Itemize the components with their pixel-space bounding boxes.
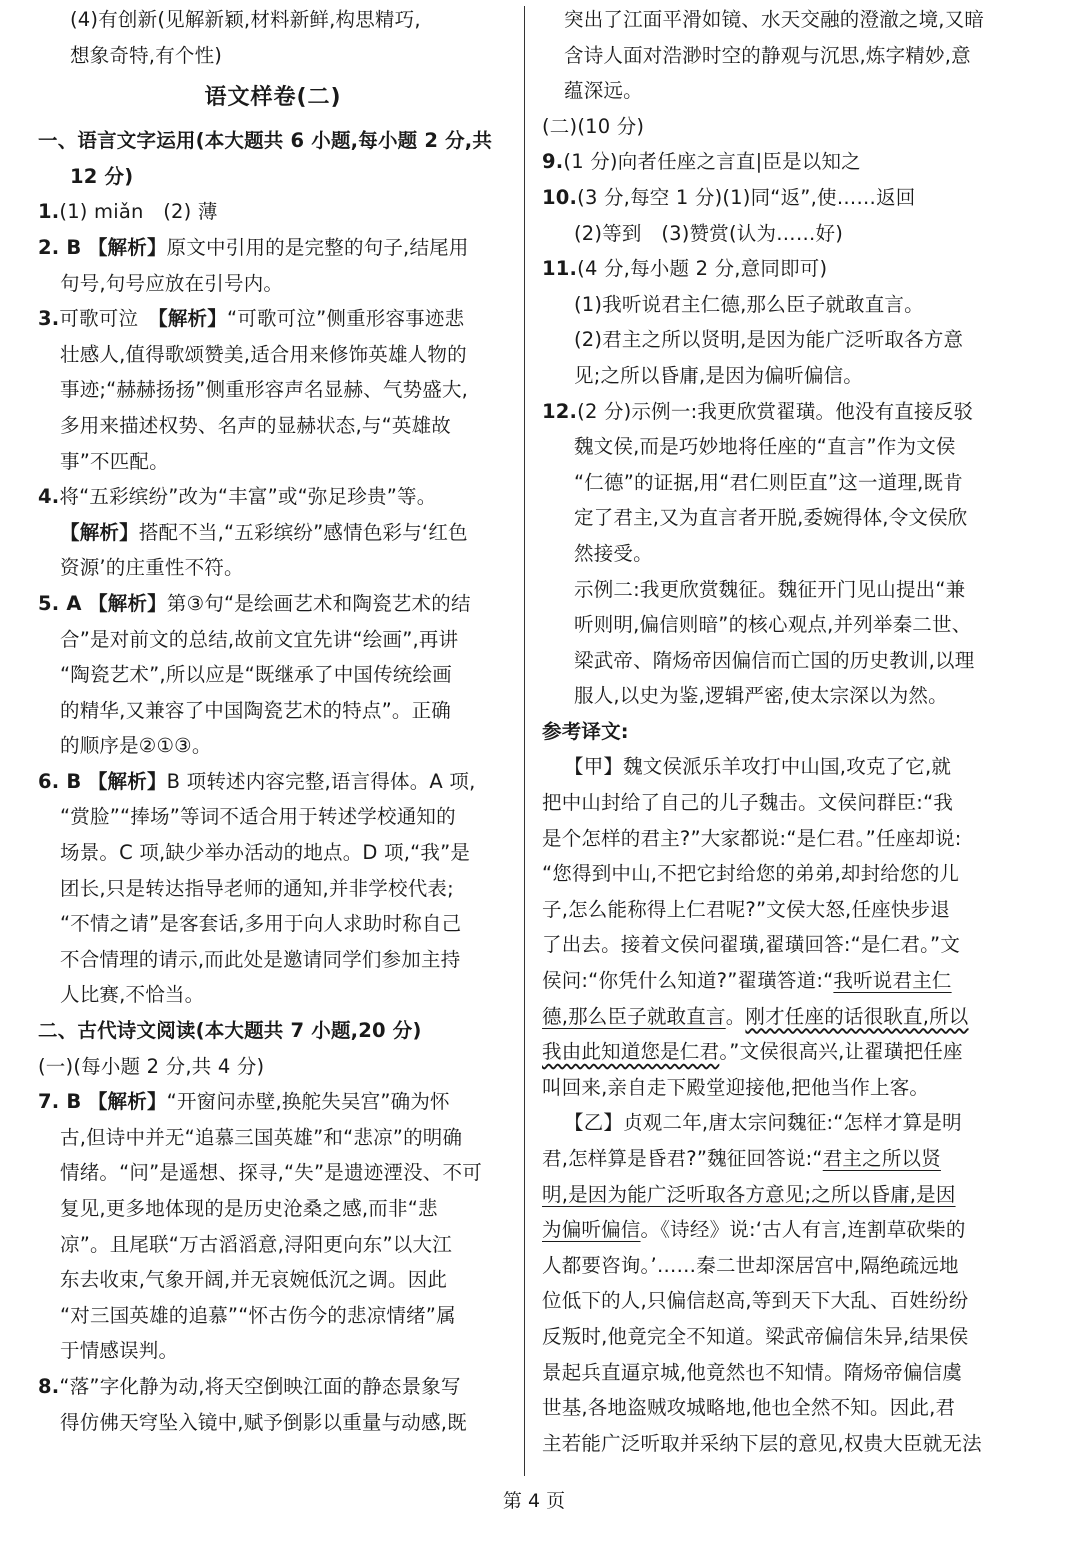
text-line: 于情感误判。 [60,1339,179,1363]
underlined-text: 为偏听偏信 [542,1218,641,1242]
left-column [38,2,508,1440]
analysis-tag: 【解析】 [157,307,227,331]
translation-line [542,1141,1022,1177]
analysis-tag: 【解析】 [87,235,167,259]
text-line: 不合情理的请示,而此处是邀请同学们参加主持 [60,947,461,971]
analysis-tag: 【解析】 [60,520,139,544]
text-line: 定了君主,又为直言者开脱,委婉得体,令文侯欣 [574,506,968,530]
question-number: 2. B [38,235,82,259]
section-heading-1: 一、语言文字运用(本大题共 6 小题,每小题 2 分,共 [38,129,493,153]
translation-line: “您得到中山,不把它封给您的弟弟,却封给您的儿 [542,862,960,886]
text-line: 的顺序是②①③。 [60,734,212,758]
translation-line: 位低下的人,只偏信赵高,等到天下大乱、百姓纷纷 [542,1289,969,1313]
translation-line: 景起兵直逼京城,他竟然也不知情。隋炀帝偏信虞 [542,1360,963,1384]
translation-line: 【乙】贞观二年,唐太宗问魏征:“怎样才算是明 [564,1111,962,1135]
plain-text: 。 [725,1004,746,1028]
plain-text: 。《诗经》说:‘古人有言,连割草砍柴的 [640,1218,966,1242]
translation-line: 把中山封给了自己的儿子魏击。文侯问群臣:“我 [542,791,954,815]
section-heading-2: 二、古代诗文阅读(本大题共 7 小题,20 分) [38,1019,422,1043]
answer-text: (1 分)向者任座之言直|臣是以知之 [563,150,861,174]
text-line: 魏文侯,而是巧妙地将任座的“直言”作为文侯 [574,435,956,459]
text-line [38,515,508,551]
question-number: 4. [38,485,60,509]
answer-text: (3 分,每空 1 分)(1)同“返”,使……返回 [577,185,916,209]
question-8 [38,1369,508,1405]
translation-line: 【甲】魏文侯派乐羊攻打中山国,攻克了它,就 [564,755,952,779]
text-line: 事迹;“赫赫扬扬”侧重形容声名显赫、气势盛大, [60,378,469,402]
text-line: 资源’的庄重性不符。 [60,556,244,580]
translation-line [542,1034,1022,1070]
answer-text: 可歌可泣 [59,307,158,331]
translation-line: 人都要咨询。’……秦二世却深居宫中,隔绝疏远地 [542,1253,959,1277]
question-number: 6. B [38,769,82,793]
text-line: 场景。C 项,缺少举办活动的地点。D 项,“我”是 [60,841,471,865]
question-5 [38,586,508,622]
translation-line: 反叛时,他竟完全不知道。梁武帝偏信朱异,结果侯 [542,1324,969,1348]
question-3 [38,301,508,337]
text-line: 服人,以史为鉴,逻辑严密,使太宗深以为然。 [574,684,948,708]
text-line: 复见,更多地体现的是历史沧桑之感,而非“悲 [60,1197,438,1220]
question-number: 5. A [38,591,82,615]
analysis-text: “开窗问赤壁,换舵失吴宫”确为怀 [166,1090,450,1114]
translation-line: 了出去。接着文侯问翟璜,翟璜回答:“是仁君。”文 [542,933,961,957]
translation-line: 子,怎么能称得上仁君呢?”文侯大怒,任座快步退 [542,897,950,921]
subsection-heading: (一)(每小题 2 分,共 4 分) [38,1054,265,1078]
text-line: (2)等到 (3)赞赏(认为……好) [574,221,844,245]
text-line: 然接受。 [574,541,653,565]
text-line: “仁德”的证据,用“君仁则臣直”这一道理,既肯 [574,470,963,494]
question-11 [542,251,1022,287]
answer-text: 原文中引用的是完整的句子,结尾用 [166,235,469,259]
question-number: 9. [542,150,564,174]
right-column [542,2,1022,1461]
text-line: 示例二:我更欣赏魏征。魏征开门见山提出“兼 [574,577,966,601]
question-2 [38,230,508,266]
translation-line [542,963,1022,999]
question-12 [542,394,1022,430]
text-line: 的精华,又兼容了中国陶瓷艺术的特点”。正确 [60,698,452,722]
question-number: 3. [38,307,60,331]
subsection-heading: (二)(10 分) [542,114,645,138]
underlined-text: 我听说君主仁 [833,969,952,993]
underlined-text: 德,那么臣子就敢直言 [542,1004,726,1028]
translation-line: 主若能广泛听取并采纳下层的意见,权贵大臣就无法 [542,1431,982,1455]
text-line: (2)君主之所以贤明,是因为能广泛听取各方意 [574,328,964,352]
page-number: 第 4 页 [502,1490,566,1512]
text-line: 壮感人,值得歌颂赞美,适合用来修饰英雄人物的 [60,342,467,366]
question-number: 8. [38,1374,60,1398]
plain-text: 侯问:“你凭什么知道?”翟璜答道:“ [542,969,834,993]
question-1 [38,194,508,230]
answer-text: (4 分,每小题 2 分,意同即可) [577,257,828,281]
analysis-text: B 项转述内容完整,语言得体。A 项, [166,769,476,793]
question-number: 11. [542,257,578,281]
question-10 [542,180,1022,216]
text-line: 蕴深远。 [564,79,643,103]
text-line: 情绪。“问”是遥想、探寻,“失”是遗迹湮没、不可 [60,1161,482,1185]
text-line: (1)我听说君主仁德,那么臣子就敢直言。 [574,292,924,316]
answer-text: “落”字化静为动,将天空倒映江面的静态景象写 [59,1374,461,1398]
section-heading-1-cont: 12 分) [70,164,134,188]
translation-line: 世基,各地盗贼攻城略地,他也全然不知。因此,君 [542,1396,956,1420]
text-line: 合”是对前文的总结,故前文宜先讲“绘画”,再讲 [60,627,459,651]
plain-text: 君,怎样算是昏君?”魏征回答说:“ [542,1147,823,1170]
underlined-text: 君主之所以贤 [822,1147,941,1170]
text-line: (4)有创新(见解新颖,材料新鲜,构思精巧, [70,8,421,31]
text-line: 想象奇特,有个性) [70,43,223,67]
question-number: 7. B [38,1090,82,1114]
text-line: 古,但诗中并无“追慕三国英雄”和“悲凉”的明确 [60,1125,463,1149]
translation-line [542,1212,1022,1248]
text-line: 突出了江面平滑如镜、水天交融的澄澈之境,又暗 [564,8,985,31]
text-line: 听则明,偏信则暗”的核心观点,并列举秦二世、 [574,613,972,637]
translation-line: 叫回来,亲自走下殿堂迎接他,把他当作上客。 [542,1075,930,1099]
question-4 [38,479,508,515]
analysis-text: 搭配不当,“五彩缤纷”感情色彩与‘红色 [138,520,468,544]
translation-line: 明,是因为能广泛听取各方意见;之所以昏庸,是因 [542,1182,956,1206]
wavy-underlined-text: 刚才任座的话很耿直,所以 [745,1004,969,1028]
text-line: “对三国英雄的追慕”“怀古伤今的悲凉情绪”属 [60,1303,456,1327]
text-line: “陶瓷艺术”,所以应是“既继承了中国传统绘画 [60,663,452,687]
analysis-text: “可歌可泣”侧重形容事迹悲 [226,307,465,331]
question-6 [38,764,508,800]
wavy-underlined-text: 我由此知道您是仁君 [542,1040,720,1064]
text-line: 多用来描述权势、名声的显赫状态,与“英雄故 [60,413,452,437]
text-line: 见;之所以昏庸,是因为偏听偏信。 [574,363,863,387]
analysis-tag: 【解析】 [87,1090,167,1114]
text-line: 句号,句号应放在引号内。 [60,271,284,295]
text-line: 梁武帝、隋炀帝因偏信而亡国的历史教训,以理 [574,648,975,672]
question-9 [542,144,1022,180]
text-line: 含诗人面对浩渺时空的静观与沉思,炼字精妙,意 [564,43,971,67]
text-line: 事”不匹配。 [60,449,169,473]
question-number: 1. [38,200,60,224]
analysis-tag: 【解析】 [87,769,167,793]
answer-text: 将“五彩缤纷”改为“丰富”或“弥足珍贵”等。 [59,485,437,509]
text-line: “赏脸”“捧场”等词不适合用于转述学校通知的 [60,805,456,829]
section-title: 语文样卷(二) [204,85,342,111]
question-number: 12. [542,399,578,423]
question-7 [38,1084,508,1120]
text-line: 凉”。且尾联“万古滔滔意,浔阳更向东”以大江 [60,1232,452,1256]
question-number: 10. [542,185,578,209]
column-divider [524,6,525,1476]
text-line: 得仿佛天穹坠入镜中,赋予倒影以重量与动感,既 [60,1410,467,1434]
text-line: 东去收束,气象开阔,并无哀婉低沉之调。因此 [60,1268,448,1292]
translation-line [542,999,1022,1035]
text-line: 人比赛,不恰当。 [60,983,205,1007]
reference-translation-heading: 参考译文: [542,719,629,743]
analysis-tag: 【解析】 [88,591,167,615]
answer-text: (1) miǎn (2) 薄 [59,200,218,224]
answer-text: (2 分)示例一:我更欣赏翟璜。他没有直接反驳 [577,399,974,423]
plain-text: 。”文侯很高兴,让翟璜把任座 [719,1040,963,1064]
text-line: 团长,只是转达指导老师的通知,并非学校代表; [60,876,454,900]
translation-line: 是个怎样的君主?”大家都说:“是仁君。”任座却说: [542,826,962,850]
text-line: “不情之请”是客套话,多用于向人求助时称自己 [60,912,462,936]
analysis-text: 第③句“是绘画艺术和陶瓷艺术的结 [166,591,471,615]
